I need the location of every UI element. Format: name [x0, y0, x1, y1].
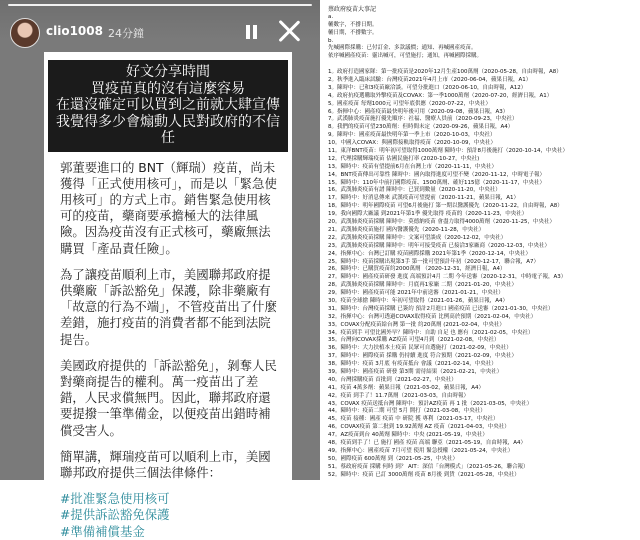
timeline-line: 8。我們的疫苗可望230萬劑：但時間未定（2020-09-26，蘋果日報，A4）: [328, 124, 514, 131]
timeline-line: 30。疫苗全球搶 陳時中：年初可望取得（2021-01-26，蘋果日報，A4）: [328, 297, 508, 304]
timeline-line: 35。台灣向COVAX採購 AZ疫苗 可望4月到（2021-02-08，中央社）: [328, 337, 500, 344]
timeline-line: 31。陳時中：台灣疫苗採購 已簽約 預計2月進口 國產疫苗 已送審（2021-01-30，中央社）: [328, 305, 554, 312]
timeline-line: 17。陳時中：好消息傳來 武漢疫苗可望提前（2020-11-21，蘋果日報，A1）: [328, 195, 519, 202]
timeline-line: [328, 61, 636, 69]
timeline-line: 47。AZ疫苗到台 40萬劑 陳時中：中央 (2021-05-19，中央社）: [328, 432, 488, 439]
timeline-line: 10。中國入COVAX：與國際接軌取得疫苗（2020-10-09，中央社）: [328, 140, 496, 147]
banner-line: 好文分享時間: [126, 64, 210, 80]
timeline-line: 依序喊國產疫苗：靈出喊可，可望施打；通知，再喊國際採購。: [328, 53, 483, 60]
timeline-line: 先喊國際採購：已付訂金、多款議價；通知、再喊國產疫苗。: [328, 45, 477, 52]
timeline-line: 39。陳時中：國產疫苗 研發 第3期 需待結果（2021-02-21，中央社）: [328, 368, 503, 375]
banner-line: 買疫苗真的沒有這麼容易: [91, 80, 245, 97]
timeline-line: 32。指揮中心：台灣可透過COVAX取得疫苗 比例高於預期（2021-02-04，中央社）: [328, 313, 537, 320]
timeline-line: 14。BNT疫苗傳出可靠性 陳時中：國內取得進度可望不變（2020-11-12，中時電子報）: [328, 171, 545, 178]
timeline-line: 13。陳時中：疫苗有望提前6月在台灣上市（2020-11-11，中央社）: [328, 163, 497, 170]
timeline-line: 5。國產疫苗 每劑1000元 可望年底供應（2020-07-22，中央社）: [328, 100, 491, 107]
post-paragraph: 簡單講，輝瑞疫苗可以順利上市，美國聯邦政府提供三個法律條件：: [60, 448, 271, 480]
timeline-line: 43。COVAX 疫苗送抵台灣 陳時中：預計AZ疫苗 再 1 批（2021-03-05，中央社）: [328, 400, 533, 407]
timeline-line: 24。指揮中心：台灣已訂購 疫苗國際採購 2021年第1季（2020-12-14，中央社）: [328, 250, 531, 257]
hashtag[interactable]: #批准緊急使用核可: [60, 491, 170, 507]
pause-icon[interactable]: [244, 25, 258, 39]
timeline-line: 26。陳時中：已購買疫苗約2000萬劑 （2020-12-31，經濟日報，A4）: [328, 266, 506, 273]
banner-line: 我覺得多少會煽動人民對政府的不信任: [56, 113, 280, 146]
timeline-line: 34。疫苗到手 可望比國外早？陳時中：自助 自足 也 應有（2021-02-05，中央社）: [328, 329, 534, 336]
timeline-line: 11。東洋BNT疫苗：明年初可望取得1000萬劑 陳時中：預計8月後施打（2020-10-14，中央社）: [328, 148, 568, 155]
timeline-line: 2。秋季進入臨床試驗：台灣疫苗2021年4月上市（2020-06-04，蘋果日報，A1）: [328, 77, 532, 84]
timeline-line: 52。陳時中：疫苗 已訂 3000萬劑 疫苗 8月後 到貨（2021-05-28，中央社）: [328, 471, 520, 478]
post-paragraph: 為了讓疫苗順利上市，美國聯邦政府提供藥廠「訴訟豁免」保護，除非藥廠有「故意的行為不端」，不管疫苗出了什麼差錯，施打疫苗的消費者都不能到法院提告。: [60, 266, 277, 347]
timeline-line: 42。疫苗 到手了！11.7萬劑（2021-03-03，自由時報）: [328, 392, 469, 399]
timeline-line: 9。陳時中：國產疫苗最快明年第一季上市（2020-10-03，中央社）: [328, 132, 496, 139]
timeline-line: 20。武漢肺炎疫苗採購 陳時中：莫德納疫苗 會盡力取得4000萬劑（2020-11-25，中央社）: [328, 219, 555, 226]
timeline-line: 輔日期，不撐數字。: [328, 29, 378, 36]
timeline-line: b.: [328, 37, 334, 44]
timeline-line: 27。陳時中：國產疫苗研發 進度 高端預計4月 二期 今年送審（2020-12-31，中時電子報，A3）: [328, 274, 567, 281]
timeline-line: 6。指揮中心：國產疫苗最快明年後可用（2020-09-08，蘋果日報，A3）: [328, 108, 509, 115]
timeline-line: 23。武漢肺炎疫苗採購 陳時中：明年可接受疫苗 已接洽3家廠商（2020-12-03，中央社）: [328, 242, 550, 249]
timeline-line: 38。陳時中：疫苗 3月底 有疫苗抵台 會議（2021-02-14，中央社）: [328, 361, 497, 368]
timeline-line: 44。陳時中：疫苗二期 可望 5月 開打（2021-03-08，中央社）: [328, 408, 486, 415]
hashtag[interactable]: #準備補償基金: [60, 523, 145, 539]
post-card: [44, 52, 292, 539]
timeline-line: 37。陳時中：國際疫苗 採購 仍持續 進度 符合預期（2021-02-09，中央社）: [328, 353, 517, 360]
timeline-line: 28。武漢肺炎疫苗採購 陳時中：月底再1家廠 二期（2021-01-20，中央社）: [328, 282, 517, 289]
timeline-line: 41。疫苗 4萬多劑：蘋果日報（2021-03-02，蘋果日報，A4）: [328, 384, 484, 391]
timeline-list: [320, 0, 640, 479]
story-panel: [0, 0, 320, 539]
timeline-line: 3。陳時中：已和3疫苗廠洽談。可望分批進口（2020-06-10，自由時報，A12）: [328, 84, 527, 91]
timeline-line: 25。陳時中：疫苗採購出現第3手 第一批可望預計年初（2020-12-17，聯合報，A7）: [328, 258, 539, 265]
post-paragraph: 郭董要進口的 BNT（輝瑞）疫苗，尚未獲得「正式使用核可」，而是以「緊急使用核可」的方式上市。銷售緊急使用核可的疫苗，藥商要承擔極大的法律風險。因為疫苗沒有正式核可，藥廠無法購買「產品責任險」。: [60, 159, 277, 256]
timeline-line: 18。陳時中：明年國際疫苗 可望6月後施打 第一期以醫護優先（2020-11-22，自由時報，A8）: [328, 203, 563, 210]
timeline-line: 7。武漢肺炎疫苗施打優先順序：社福、醫療人員前（2020-09-23，中央社）: [328, 116, 518, 123]
timeline-line: 49。指揮中心：國產疫苗 7月可望 使用 緊急授權（2021-05-24，中央社）: [328, 447, 514, 454]
hashtag[interactable]: #提供訴訟豁免保護: [60, 507, 170, 523]
timeline-line: 21。武漢肺炎疫苗施打 國內醫護優先（2020-11-28，中央社）: [328, 226, 485, 233]
timeline-line: 46。COVAX疫苗 第二批到 19.92萬劑 AZ 疫苗（2021-04-03，中央社）: [328, 424, 510, 431]
timeline-line: a.: [328, 13, 334, 20]
timeline-line: 29。陳時中：國產疫苗可能 2021年中前送審（2021-01-21，中央社）: [328, 290, 504, 297]
story-timestamp: 24分鐘: [108, 27, 144, 40]
story-header: [10, 16, 310, 50]
avatar[interactable]: [10, 18, 40, 48]
timeline-line: 48。疫苗到手了！已 施打 國產 疫苗 高端 聯亞（2021-05-19，自由時報，A4）: [328, 439, 526, 446]
document-title: 蔡政府疫苗大事記: [328, 6, 377, 13]
timeline-line: 16。武漢肺炎疫苗有譜 陳時中：已買到數量（2020-11-20，中央社）: [328, 187, 501, 194]
timeline-line: 45。疫苗 接種：國產 疫苗 中 研院 獲 專利（2021-03-17，中央社）: [328, 416, 499, 423]
timeline-line: 36。陳時中：大力扶植本土疫苗 民眾可自選施打（2021-02-09，中央社）: [328, 345, 512, 352]
timeline-line: 22。武漢肺炎疫苗採購 陳時中：文案可望談成（2020-12-02，中央社）: [328, 234, 507, 241]
timeline-line: 40。台灣採購疫苗 首批到（2021-02-27，中央社）: [328, 376, 457, 383]
timeline-line: 12。代理採購輝瑞疫苗 估國民施打率 (2020-10-27，中央社): [328, 155, 480, 162]
close-icon[interactable]: [274, 16, 304, 46]
timeline-line: 1。政府打造國家隊：第一批疫苗是2020年12月生產100萬劑（2020-05-28，自由時報，A8）: [328, 69, 562, 76]
timeline-document: [320, 0, 640, 480]
timeline-line: 輔數字，不撐日期。: [328, 21, 378, 28]
timeline-line: 50。國際疫苗 600萬劑 到（2021-05-25，中央社）: [328, 455, 458, 462]
timeline-line: 15。陳時中：110年中前打國際疫苗、1500萬劑、確好115億（2020-11-17，中央社）: [328, 179, 545, 186]
timeline-line: 4。政府抗疫選購取外擊疫苗及COVAX：第一季1000萬劑（2020-07-20，經濟日報，A1）: [328, 92, 553, 99]
post-banner: [48, 60, 288, 152]
banner-line: 在還沒確定可以買到之前就大肆宣傳: [56, 97, 280, 113]
username[interactable]: clio1008: [46, 24, 103, 38]
post-paragraph: 美國政府提供的「訴訟豁免」，剝奪人民對藥商提告的權利。萬一疫苗出了差錯，人民求償無門。因此，聯邦政府還要提撥一筆準備金，以便疫苗出錯時補償受害人。: [60, 357, 277, 438]
timeline-line: 19。我向國際大廠議 到2021年第1季 優先取得 疫苗的（2020-11-23，中央社）: [328, 211, 528, 218]
timeline-line: 33。COVAX分配疫苗給台灣 第一批 約20萬劑 (2021-02-04，中央社）: [328, 321, 505, 328]
timeline-line: 51。蔡政府疫苗 採購 何時 到？ AIT：深信「台灣模式」（2021-05-26，聯合報）: [328, 463, 529, 470]
post-body: [44, 152, 292, 540]
story-progress-bar: [8, 4, 312, 6]
